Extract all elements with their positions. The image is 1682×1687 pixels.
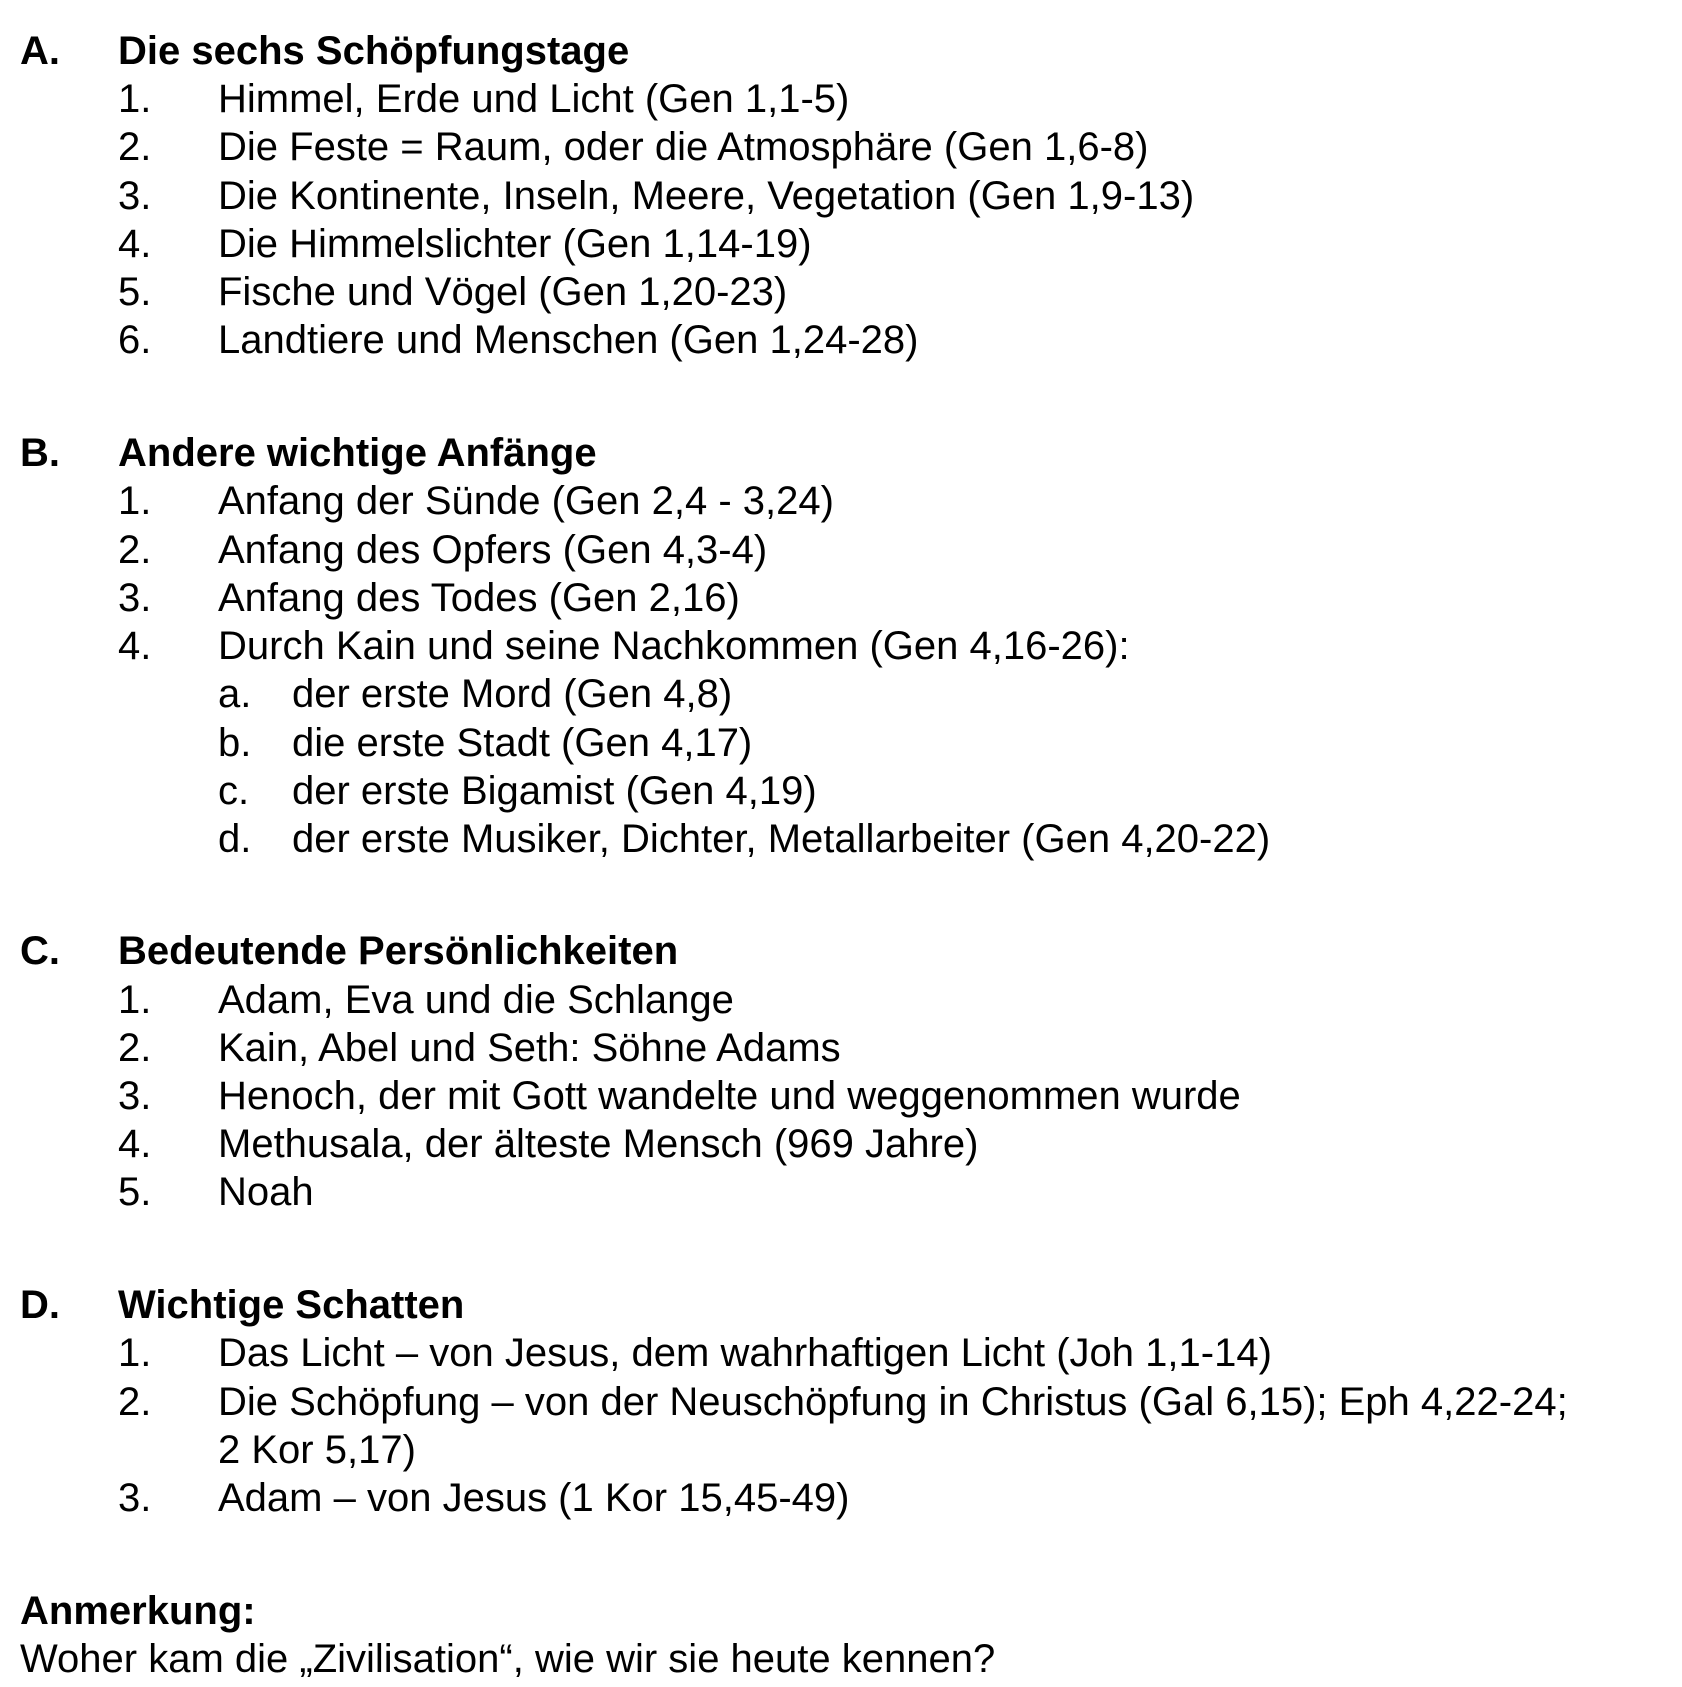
item-text: Adam, Eva und die Schlange: [218, 978, 734, 1022]
subitem-text: der erste Bigamist (Gen 4,19): [292, 769, 817, 813]
section-letter-b: B.: [20, 431, 60, 475]
item-text: Das Licht – von Jesus, dem wahrhaftigen Licht (Joh 1,1-14): [218, 1331, 1272, 1375]
section-letter-a: A.: [20, 29, 60, 73]
section-letter-d: D.: [20, 1283, 60, 1327]
subitem-text: der erste Musiker, Dichter, Metallarbeiter (Gen 4,20-22): [292, 817, 1271, 861]
item-number: 3.: [118, 576, 152, 620]
subitem-text: der erste Mord (Gen 4,8): [292, 672, 733, 716]
subitem-letter: a.: [218, 672, 252, 716]
item-text: Die Feste = Raum, oder die Atmosphäre (Gen 1,6-8): [218, 125, 1149, 169]
subitem-letter: d.: [218, 817, 252, 861]
item-text: Adam – von Jesus (1 Kor 15,45-49): [218, 1476, 850, 1520]
subitem-text: die erste Stadt (Gen 4,17): [292, 721, 753, 765]
item-number: 5.: [118, 1170, 152, 1214]
item-text: Henoch, der mit Gott wandelte und weggenommen wurde: [218, 1074, 1241, 1118]
item-number: 2.: [118, 528, 152, 572]
item-text: Noah: [218, 1170, 314, 1214]
item-text: Kain, Abel und Seth: Söhne Adams: [218, 1026, 841, 1070]
item-number: 4.: [118, 222, 152, 266]
item-text: Die Himmelslichter (Gen 1,14-19): [218, 222, 812, 266]
item-number: 4.: [118, 1122, 152, 1166]
item-number: 2.: [118, 125, 152, 169]
note-heading: Anmerkung:: [20, 1589, 256, 1633]
item-number: 1.: [118, 978, 152, 1022]
section-title-d: Wichtige Schatten: [118, 1283, 465, 1327]
item-number: 3.: [118, 1074, 152, 1118]
item-number: 1.: [118, 1331, 152, 1375]
subitem-letter: b.: [218, 721, 252, 765]
item-text: Die Schöpfung – von der Neuschöpfung in Christus (Gal 6,15); Eph 4,22-24;: [218, 1380, 1568, 1424]
section-title-a: Die sechs Schöpfungstage: [118, 29, 630, 73]
item-text: Methusala, der älteste Mensch (969 Jahre): [218, 1122, 979, 1166]
section-letter-c: C.: [20, 929, 60, 973]
item-text: Landtiere und Menschen (Gen 1,24-28): [218, 318, 919, 362]
item-text: Fische und Vögel (Gen 1,20-23): [218, 270, 788, 314]
item-text-continuation: 2 Kor 5,17): [218, 1428, 416, 1472]
item-number: 1.: [118, 77, 152, 121]
note-text: Woher kam die „Zivilisation“, wie wir sie heute kennen?: [20, 1637, 996, 1681]
item-number: 6.: [118, 318, 152, 362]
item-text: Durch Kain und seine Nachkommen (Gen 4,16-26):: [218, 624, 1130, 668]
item-text: Die Kontinente, Inseln, Meere, Vegetation (Gen 1,9-13): [218, 174, 1195, 218]
section-title-c: Bedeutende Persönlichkeiten: [118, 929, 679, 973]
item-text: Himmel, Erde und Licht (Gen 1,1-5): [218, 77, 850, 121]
subitem-letter: c.: [218, 769, 250, 813]
item-text: Anfang der Sünde (Gen 2,4 - 3,24): [218, 479, 834, 523]
item-number: 4.: [118, 624, 152, 668]
item-text: Anfang des Todes (Gen 2,16): [218, 576, 740, 620]
item-text: Anfang des Opfers (Gen 4,3-4): [218, 528, 768, 572]
section-title-b: Andere wichtige Anfänge: [118, 431, 597, 475]
item-number: 5.: [118, 270, 152, 314]
item-number: 1.: [118, 479, 152, 523]
item-number: 3.: [118, 174, 152, 218]
item-number: 2.: [118, 1380, 152, 1424]
item-number: 3.: [118, 1476, 152, 1520]
item-number: 2.: [118, 1026, 152, 1070]
